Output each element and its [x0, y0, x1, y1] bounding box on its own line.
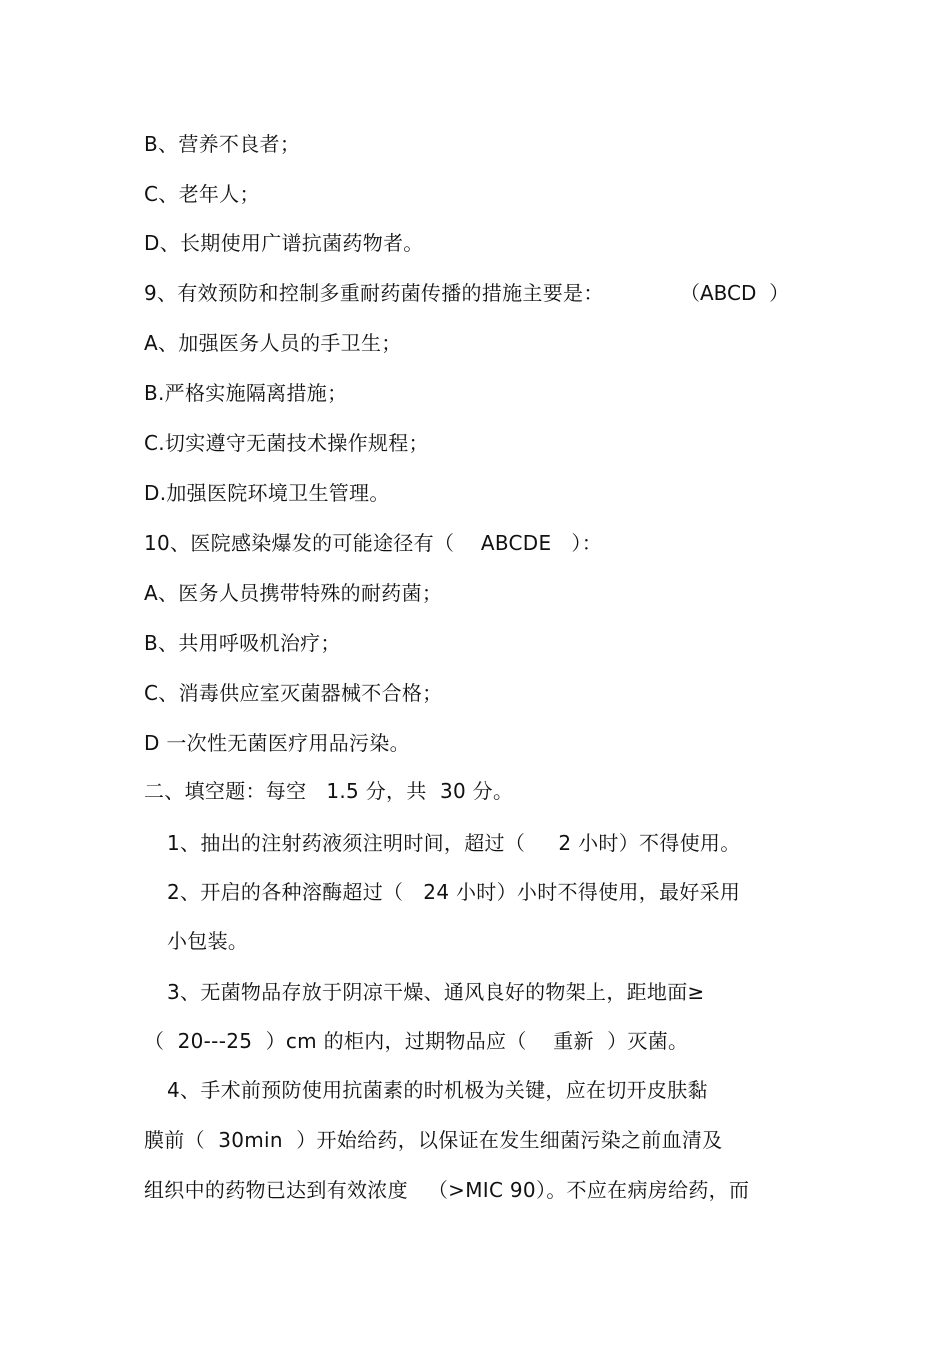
option-d-broad-spectrum: D、长期使用广谱抗菌药物者。	[144, 231, 424, 255]
q9-option-a: A、加强医务人员的手卫生；	[144, 331, 402, 355]
fill-3-cont: （ 20---25 ）cm 的柜内，过期物品应（ 重新 ）灭菌。	[144, 1029, 689, 1053]
fill-4-cont-2: 组织中的药物已达到有效浓度 （>MIC 90）。不应在病房给药，而	[144, 1178, 750, 1202]
option-c-elderly: C、老年人；	[144, 182, 260, 206]
fill-4: 4、手术前预防使用抗菌素的时机极为关键，应在切开皮肤黏	[167, 1078, 708, 1102]
q10-option-d: D 一次性无菌医疗用品污染。	[144, 731, 410, 755]
fill-4-cont-1: 膜前（ 30min ）开始给药，以保证在发生细菌污染之前血清及	[144, 1128, 723, 1152]
question-10: 10、医院感染爆发的可能途径有（ ABCDE ）：	[144, 531, 603, 555]
option-b-malnourished: B、营养不良者；	[144, 132, 301, 156]
q9-option-b: B.严格实施隔离措施；	[144, 381, 348, 405]
q10-option-c: C、消毒供应室灭菌器械不合格；	[144, 681, 443, 705]
question-9-answer: （ABCD ）	[680, 281, 790, 305]
section-2-heading: 二、填空题：每空 1.5 分，共 30 分。	[144, 779, 514, 803]
fill-3: 3、无菌物品存放于阴凉干燥、通风良好的物架上，距地面≥	[167, 980, 705, 1004]
fill-2-cont: 小包装。	[167, 929, 249, 953]
q10-option-b: B、共用呼吸机治疗；	[144, 631, 341, 655]
q9-option-d: D.加强医院环境卫生管理。	[144, 481, 390, 505]
q10-option-a: A、医务人员携带特殊的耐药菌；	[144, 581, 443, 605]
q9-option-c: C.切实遵守无菌技术操作规程；	[144, 431, 429, 455]
fill-1: 1、抽出的注射药液须注明时间，超过（ 2 小时）不得使用。	[167, 831, 741, 855]
fill-2: 2、开启的各种溶酶超过（ 24 小时）小时不得使用，最好采用	[167, 880, 741, 904]
question-9: 9、有效预防和控制多重耐药菌传播的措施主要是：	[144, 281, 604, 305]
